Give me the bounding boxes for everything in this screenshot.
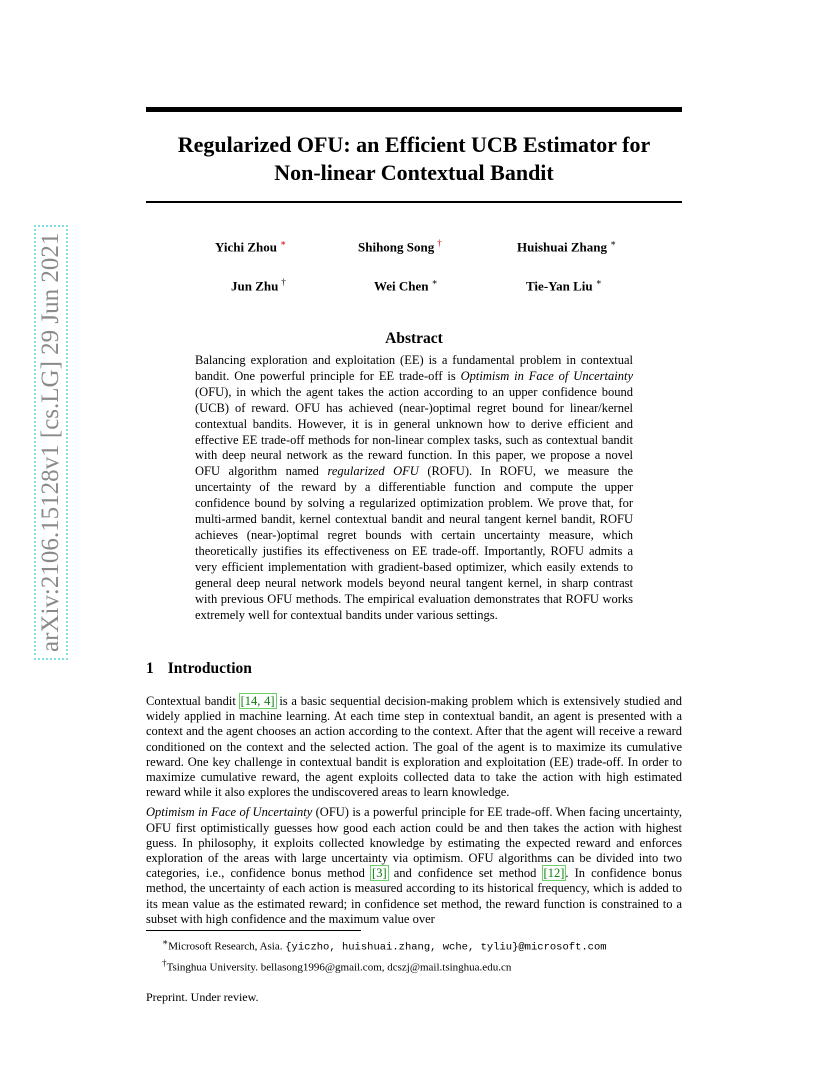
section-heading-introduction [146,660,252,678]
title-line-2: Non-linear Contextual Bandit [274,160,554,185]
preprint-note: Preprint. Under review. [146,990,259,1004]
author-name: Huishuai Zhang [517,239,607,255]
footnote-mark: ∗ [162,937,169,947]
author-name: Yichi Zhou [215,239,278,255]
author-1 [215,238,286,255]
author-6 [526,277,602,294]
section-title: Introduction [167,660,252,677]
author-footnote-mark: ∗ [595,277,602,287]
citation-link[interactable]: [12] [543,866,565,881]
abstract-text [195,353,633,623]
author-name: Shihong Song [358,239,435,255]
citation-link[interactable]: [3] [372,866,387,881]
section-number: 1 [146,660,154,677]
text-segment: (OFU) is a powerful principle for EE trade-off. When facing uncertainty, OFU first optimistically guesses how good each action could be and then takes the action with highest guess. In philosophy, it exploits collected knowledge by estimating the expected reward and enforces exploration of the areas with large uncertainty via optimism. OFU algorithms can be divided into two categories, i.e., confidence bonus method [146,805,682,881]
text-segment: Contextual bandit [146,694,240,708]
author-name: Wei Chen [374,278,429,294]
abstract-italic-ofu: Optimism in Face of Uncertainty [460,368,633,383]
author-footnote-mark: ∗ [431,277,438,287]
author-4 [231,277,286,294]
text-segment: is a basic sequential decision-making problem which is extensively studied and widely applied in machine learning. At each time step in contextual bandit, an agent is presented with a context and the agent chooses an action according to the context. After that the agent will receive a reward conditioned on the context and the selected action. The goal of the agent is to maximize its cumulative reward. One key challenge in contextual bandit is exploration and exploitation (EE) trade-off. In order to maximize cumulative reward, the agent exploits collected data to take the action with high estimated reward while it also explores the undiscovered areas to learn knowledge. [146,694,682,800]
abstract-segment: (ROFU). In ROFU, we measure the uncertainty of the reward by a differentiable function and compute the upper confidence bound by solving a regularized optimization problem. We prove that, for multi-armed bandit, kernel contextual bandit and neural tangent kernel bandit, ROFU achieves (near-)optimal regret bounds with certain uncertainty measure, which theoretically justifies its effectiveness on EE trade-off. Importantly, ROFU admits a very efficient implementation with gradient-based optimizer, which easily extends to general deep neural network models beyond neural tangent kernel, in sharp contrast with previous OFU methods. The empirical evaluation demonstrates that ROFU works extremely well for contextual bandits under various settings. [195,464,633,622]
author-name: Jun Zhu [231,278,279,294]
title-line-1: Regularized OFU: an Efficient UCB Estimator for [177,132,651,157]
abstract-italic-rofu: regularized OFU [327,464,419,479]
abstract-segment: Balancing exploration and exploitation (EE) is a fundamental problem in contextual bandit. One powerful principle for EE trade-off is [195,353,633,383]
abstract-heading: Abstract [385,330,443,347]
italic-term: Optimism in Face of Uncertainty [146,805,313,820]
footnote-text: Microsoft Research, Asia. [168,940,286,953]
author-footnote-mark: † [281,277,286,287]
footnote-text: Tsinghua University. bellasong1996@gmail.com, dcszj@mail.tsinghua.edu.cn [166,961,512,974]
intro-paragraph-2 [146,805,682,927]
author-footnote-mark[interactable]: † [437,238,442,248]
author-name: Tie-Yan Liu [526,278,593,294]
footnote-emails: {yiczho, huishuai.zhang, wche, tyliu}@microsoft.com [285,941,607,954]
title-top-rule [146,107,682,112]
footnotes [162,935,607,975]
intro-paragraph-1 [146,694,682,800]
introduction-body [146,694,682,932]
text-segment: and confidence set method [387,866,543,881]
author-3 [517,238,616,255]
footnote-rule [146,930,361,931]
author-footnote-mark[interactable]: ∗ [280,238,287,248]
author-footnote-mark: ∗ [609,238,617,248]
author-5 [374,277,438,294]
arxiv-stamp: arXiv:2106.15128v1 [cs.LG] 29 Jun 2021 [34,225,68,660]
paper-title [146,131,682,187]
author-2 [358,238,442,255]
title-bottom-rule [146,201,682,203]
footnote-1 [162,935,607,956]
citation-link[interactable]: [14, 4] [240,694,275,708]
footnote-mark: † [162,957,167,968]
footnote-2 [162,956,607,976]
abstract-segment: (OFU), in which the agent takes the action according to an upper confidence bound (UCB) of reward. OFU has achieved (near-)optimal regret bound for linear/kernel contextual bandits. However, it is in general unknown how to derive efficient and effective EE trade-off methods for non-linear complex tasks, such as contextual bandit with deep neural network as the reward function. In this paper, we propose a novel OFU algorithm named [195,384,633,479]
text-segment: . In confidence bonus method, the uncertainty of each action is measured according to its historical frequency, which is added to its mean value as the estimated reward; in confidence set method, the reward function is constrained to a subset with high confidence and the maximum value over [146,866,683,926]
